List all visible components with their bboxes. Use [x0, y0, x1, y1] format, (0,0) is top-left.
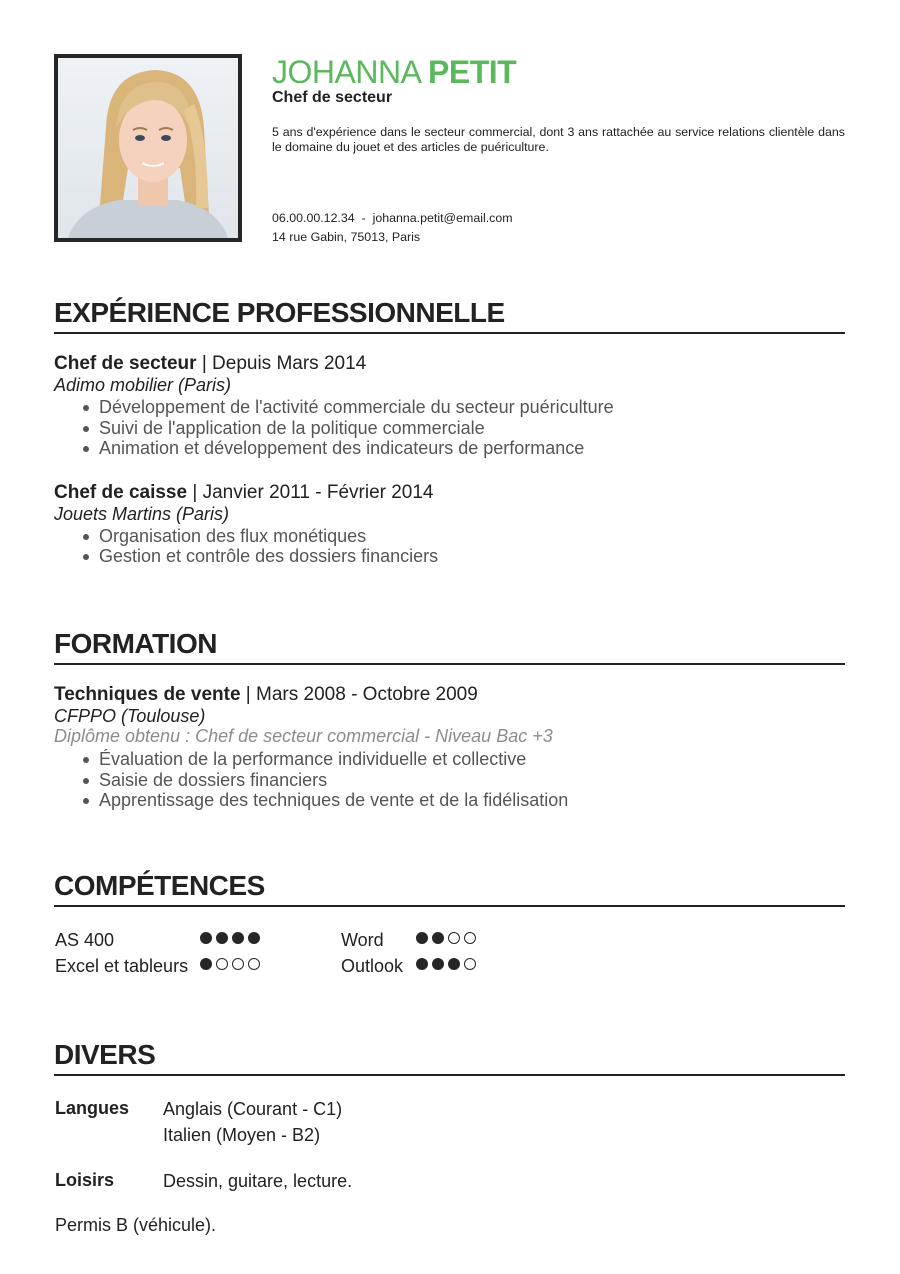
filled-dot-icon	[216, 932, 228, 944]
filled-dot-icon	[416, 958, 428, 970]
candidate-name	[272, 54, 516, 90]
entry-role: Techniques de vente	[54, 684, 241, 705]
skill-name: Excel et tableurs	[55, 956, 189, 976]
entry-heading	[54, 684, 845, 706]
formation-title: FORMATION	[54, 628, 845, 665]
filled-dot-icon	[232, 932, 244, 944]
entry-heading	[54, 353, 845, 375]
contact-phone-email: 06.00.00.12.34 - johanna.petit@email.com	[272, 211, 513, 225]
permis-value: Permis B (véhicule).	[55, 1215, 217, 1235]
list-item: Suivi de l'application de la politique commerciale	[83, 418, 845, 439]
entry-bullets	[54, 397, 845, 459]
entry-school: CFPPO (Toulouse)	[54, 706, 206, 726]
profile-photo	[54, 54, 242, 242]
empty-dot-icon	[464, 958, 476, 970]
entry-diploma: Diplôme obtenu : Chef de secteur commercial - Niveau Bac +3	[54, 726, 553, 746]
list-item: Apprentissage des techniques de vente et de la fidélisation	[83, 790, 845, 811]
language-item: Italien (Moyen - B2)	[163, 1125, 321, 1145]
list-item: Animation et développement des indicateurs de performance	[83, 438, 845, 459]
formation-entry	[54, 684, 845, 811]
empty-dot-icon	[248, 958, 260, 970]
job-title: Chef de secteur	[272, 89, 393, 106]
entry-company: Adimo mobilier (Paris)	[54, 375, 232, 395]
loisirs-label: Loisirs	[55, 1170, 115, 1190]
skills-section	[54, 870, 845, 907]
skill-level-dots	[416, 932, 476, 944]
skill-level-dots	[200, 932, 260, 944]
portrait-illustration	[58, 58, 238, 238]
list-item: Organisation des flux monétiques	[83, 526, 845, 547]
langues-label: Langues	[55, 1098, 130, 1118]
divers-title: DIVERS	[54, 1039, 845, 1076]
filled-dot-icon	[200, 958, 212, 970]
last-name: PETIT	[428, 54, 517, 90]
contact-address: 14 rue Gabin, 75013, Paris	[272, 230, 421, 244]
filled-dot-icon	[448, 958, 460, 970]
experience-section	[54, 297, 845, 567]
entry-role: Chef de caisse	[54, 481, 188, 503]
filled-dot-icon	[248, 932, 260, 944]
divers-section	[54, 1039, 845, 1076]
profile-summary: 5 ans d'expérience dans le secteur commercial, dont 3 ans rattachée au service relations clientèle dans le domaine du jouet et des articles de puériculture.	[272, 125, 845, 154]
list-item: Développement de l'activité commerciale du secteur puériculture	[83, 397, 845, 418]
filled-dot-icon	[416, 932, 428, 944]
empty-dot-icon	[216, 958, 228, 970]
filled-dot-icon	[200, 932, 212, 944]
filled-dot-icon	[432, 932, 444, 944]
list-item: Évaluation de la performance individuelle et collective	[83, 749, 845, 770]
list-item: Saisie de dossiers financiers	[83, 770, 845, 791]
empty-dot-icon	[448, 932, 460, 944]
entry-period: | Janvier 2011 - Février 2014	[187, 481, 434, 503]
skill-name: Outlook	[341, 956, 404, 976]
entry-bullets	[54, 749, 845, 811]
entry-bullets	[54, 526, 845, 567]
experience-title: EXPÉRIENCE PROFESSIONNELLE	[54, 297, 845, 334]
skill-name: AS 400	[55, 930, 115, 950]
entry-heading	[54, 482, 845, 504]
skill-name: Word	[341, 930, 384, 950]
experience-entry	[54, 482, 845, 567]
first-name: JOHANNA	[272, 54, 420, 90]
list-item: Gestion et contrôle des dossiers financiers	[83, 546, 845, 567]
empty-dot-icon	[232, 958, 244, 970]
formation-section	[54, 628, 845, 811]
skill-level-dots	[200, 958, 260, 970]
empty-dot-icon	[464, 932, 476, 944]
contact-info	[272, 209, 513, 247]
skills-title: COMPÉTENCES	[54, 870, 845, 907]
language-item: Anglais (Courant - C1)	[163, 1099, 343, 1119]
entry-company: Jouets Martins (Paris)	[54, 503, 230, 524]
loisirs-value: Dessin, guitare, lecture.	[163, 1171, 353, 1191]
entry-period: | Depuis Mars 2014	[196, 353, 367, 374]
entry-period: | Mars 2008 - Octobre 2009	[240, 684, 478, 705]
skill-level-dots	[416, 958, 476, 970]
langues-list	[163, 1096, 342, 1148]
experience-entry	[54, 353, 845, 459]
entry-role: Chef de secteur	[54, 353, 197, 374]
filled-dot-icon	[432, 958, 444, 970]
